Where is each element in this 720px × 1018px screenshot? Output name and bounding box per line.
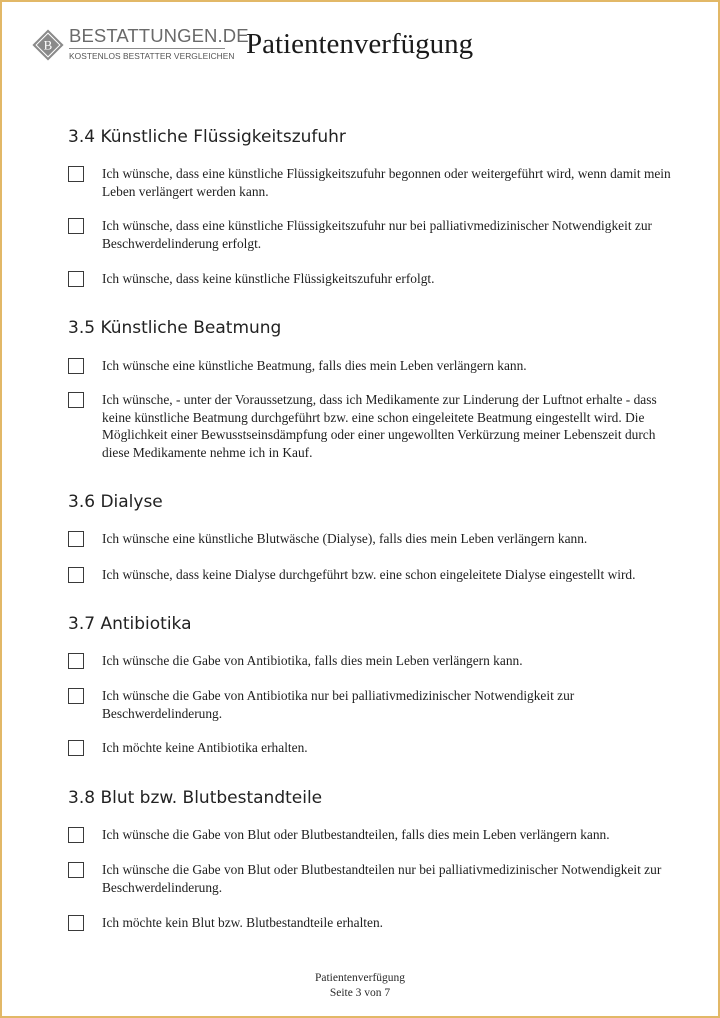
checkbox[interactable] (68, 358, 84, 374)
document-title: Patientenverfügung (246, 28, 474, 60)
checkbox[interactable] (68, 827, 84, 843)
option-text: Ich wünsche, dass eine künstliche Flüssigkeitszufuhr nur bei palliativmedizinischer Notwendigkeit zur Beschwerdelinderung erfolgt. (102, 218, 652, 251)
checkbox[interactable] (68, 531, 84, 547)
option-text: Ich wünsche, - unter der Voraussetzung, dass ich Medikamente zur Linderung der Luftnot erhalte - dass keine künstliche Beatmung durchgeführt bzw. eine schon eingeleitete Beatmung eingestellt wird. Die Möglichkeit einer Bewusstseinsdämpfung oder einer ungewollten Verkürzung meiner Lebenszeit durch diese Medikamente nehme ich in Kauf. (102, 392, 657, 460)
checkbox[interactable] (68, 392, 84, 408)
logo-letter: B (43, 37, 53, 53)
checkbox[interactable] (68, 915, 84, 931)
section-heading-blut: 3.8 Blut bzw. Blutbestandteile (68, 788, 323, 808)
option-text: Ich wünsche, dass keine Dialyse durchgeführt bzw. eine schon eingeleitete Dialyse eingestellt wird. (102, 567, 636, 582)
checkbox[interactable] (68, 271, 84, 287)
option-text: Ich wünsche eine künstliche Beatmung, falls dies mein Leben verlängern kann. (102, 358, 527, 373)
logo-diamond-icon (31, 28, 65, 62)
logo-name: BESTATTUNGEN.DE (69, 25, 249, 46)
option-text: Ich wünsche die Gabe von Antibiotika nur bei palliativmedizinischer Notwendigkeit zur Beschwerdelinderung. (102, 688, 575, 721)
option-text: Ich wünsche die Gabe von Blut oder Blutbestandteilen, falls dies mein Leben verlängern kann. (102, 827, 610, 842)
option-text: Ich wünsche die Gabe von Blut oder Blutbestandteilen nur bei palliativmedizinischer Notwendigkeit zur Beschwerdelinderung. (102, 862, 662, 895)
option-text: Ich wünsche, dass keine künstliche Flüssigkeitszufuhr erfolgt. (102, 271, 435, 286)
checkbox[interactable] (68, 740, 84, 756)
checkbox[interactable] (68, 688, 84, 704)
logo[interactable] (31, 24, 249, 64)
option-text: Ich wünsche, dass eine künstliche Flüssigkeitszufuhr begonnen oder weitergeführt wird, wenn damit mein Leben verlängert werden kann. (102, 166, 671, 199)
option-text: Ich möchte kein Blut bzw. Blutbestandteile erhalten. (102, 915, 383, 930)
checkbox[interactable] (68, 862, 84, 878)
checkbox[interactable] (68, 567, 84, 583)
section-heading-beatmung: 3.5 Künstliche Beatmung (68, 318, 282, 338)
option-text: Ich wünsche die Gabe von Antibiotika, falls dies mein Leben verlängern kann. (102, 653, 523, 668)
logo-tagline: KOSTENLOS BESTATTER VERGLEICHEN (69, 51, 235, 61)
checkbox[interactable] (68, 166, 84, 182)
section-heading-fluessigkeitszufuhr: 3.4 Künstliche Flüssigkeitszufuhr (68, 127, 346, 147)
page-footer (0, 971, 720, 1001)
logo-divider (69, 48, 225, 49)
footer-document-name: Patientenverfügung (314, 972, 406, 984)
checkbox[interactable] (68, 218, 84, 234)
option-text: Ich wünsche eine künstliche Blutwäsche (Dialyse), falls dies mein Leben verlängern kann. (102, 531, 588, 546)
footer-page-number: Seite 3 von 7 (329, 987, 391, 999)
checkbox[interactable] (68, 653, 84, 669)
option-text: Ich möchte keine Antibiotika erhalten. (102, 740, 308, 755)
section-heading-dialyse: 3.6 Dialyse (68, 492, 163, 512)
section-heading-antibiotika: 3.7 Antibiotika (68, 614, 192, 634)
